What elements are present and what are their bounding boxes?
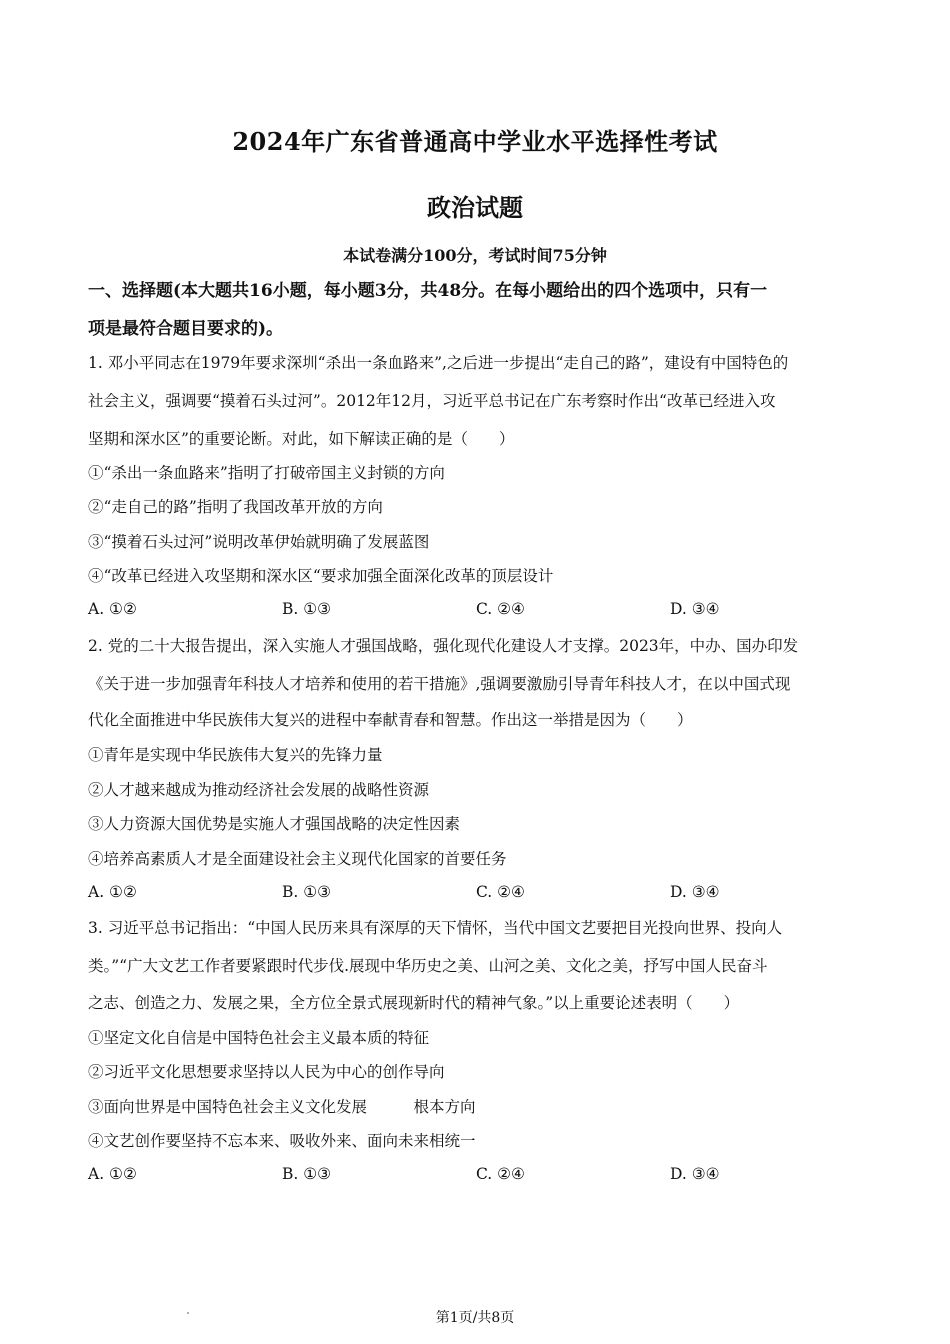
section-heading-line1: 一、选择题(本大题共16小题，每小题3分，共48分。在每小题给出的四个选项中，只有一: [88, 281, 768, 301]
option-b: B. ①③: [282, 600, 332, 618]
question-item: ③人力资源大国优势是实施人才强国战略的决定性因素: [88, 815, 461, 833]
question-stem-line: 1. 邓小平同志在1979年要求深圳“杀出一条血路来”,之后进一步提出“走自己的路”，建设有中国特色的: [88, 354, 789, 372]
option-c: C. ②④: [476, 600, 525, 618]
question-item: ③面向世界是中国特色社会主义文化发展 根本方向: [88, 1098, 476, 1116]
option-a: A. ①②: [88, 883, 137, 901]
option-b: B. ①③: [282, 883, 332, 901]
question-item: ③“摸着石头过河”说明改革伊始就明确了发展蓝图: [88, 533, 430, 551]
question-item: ④培养高素质人才是全面建设社会主义现代化国家的首要任务: [88, 850, 507, 868]
question-stem-line: 类。”“广大文艺工作者要紧跟时代步伐.展现中华历史之美、山河之美、文化之美，抒写中国人民奋斗: [88, 957, 768, 975]
option-b: B. ①③: [282, 1165, 332, 1183]
question-item: ④“改革已经进入攻坚期和深水区“要求加强全面深化改革的顶层设计: [88, 567, 554, 585]
question-stem-line: 2. 党的二十大报告提出，深入实施人才强国战略，强化现代化建设人才支撑。2023年，中办、国办印发: [88, 637, 799, 655]
option-d: D. ③④: [670, 1165, 720, 1183]
question-stem-line: 坚期和深水区”的重要论断。对此，如下解读正确的是（ ）: [88, 430, 515, 448]
exam-info: 本试卷满分100分，考试时间75分钟: [343, 246, 607, 265]
answer-options: [88, 883, 868, 903]
question-stem-line: 《关于进一步加强青年科技人才培养和使用的若干措施》,强调要激励引导青年科技人才，在以中国式现: [88, 675, 791, 693]
question-item: ②“走自己的路”指明了我国改革开放的方向: [88, 498, 383, 516]
option-d: D. ③④: [670, 883, 720, 901]
question-item: ②人才越来越成为推动经济社会发展的战略性资源: [88, 781, 430, 799]
question-item: ②习近平文化思想要求坚持以人民为中心的创作导向: [88, 1063, 445, 1081]
section-heading-line2: 项是最符合题目要求的)。: [88, 319, 284, 339]
option-c: C. ②④: [476, 1165, 525, 1183]
page-title: 2024年广东省普通高中学业水平选择性考试: [232, 127, 718, 156]
question-stem-line: 社会主义，强调要“摸着石头过河”。2012年12月，习近平总书记在广东考察时作出“改革已经进入攻: [88, 392, 776, 410]
option-a: A. ①②: [88, 600, 137, 618]
subject-title: 政治试题: [427, 193, 523, 222]
answer-options: [88, 600, 868, 620]
question-item: ④文艺创作要坚持不忘本来、吸收外来、面向未来相统一: [88, 1132, 476, 1150]
page-number: 第1页/共8页: [435, 1310, 515, 1326]
question-item: ①“杀出一条血路来”指明了打破帝国主义封锁的方向: [88, 464, 445, 482]
question-item: ①坚定文化自信是中国特色社会主义最本质的特征: [88, 1029, 430, 1047]
answer-options: [88, 1165, 868, 1185]
option-a: A. ①②: [88, 1165, 137, 1183]
question-stem-line: 3. 习近平总书记指出：“中国人民历来具有深厚的天下情怀，当代中国文艺要把目光投向世界、投向人: [88, 919, 783, 937]
question-stem-line: 代化全面推进中华民族伟大复兴的进程中奉献青春和智慧。作出这一举措是因为（ ）: [88, 711, 693, 729]
question-stem-line: 之志、创造之力、发展之果，全方位全景式展现新时代的精神气象。”以上重要论述表明（ ）: [88, 994, 740, 1012]
option-c: C. ②④: [476, 883, 525, 901]
option-d: D. ③④: [670, 600, 720, 618]
question-item: ①青年是实现中华民族伟大复兴的先锋力量: [88, 746, 383, 764]
